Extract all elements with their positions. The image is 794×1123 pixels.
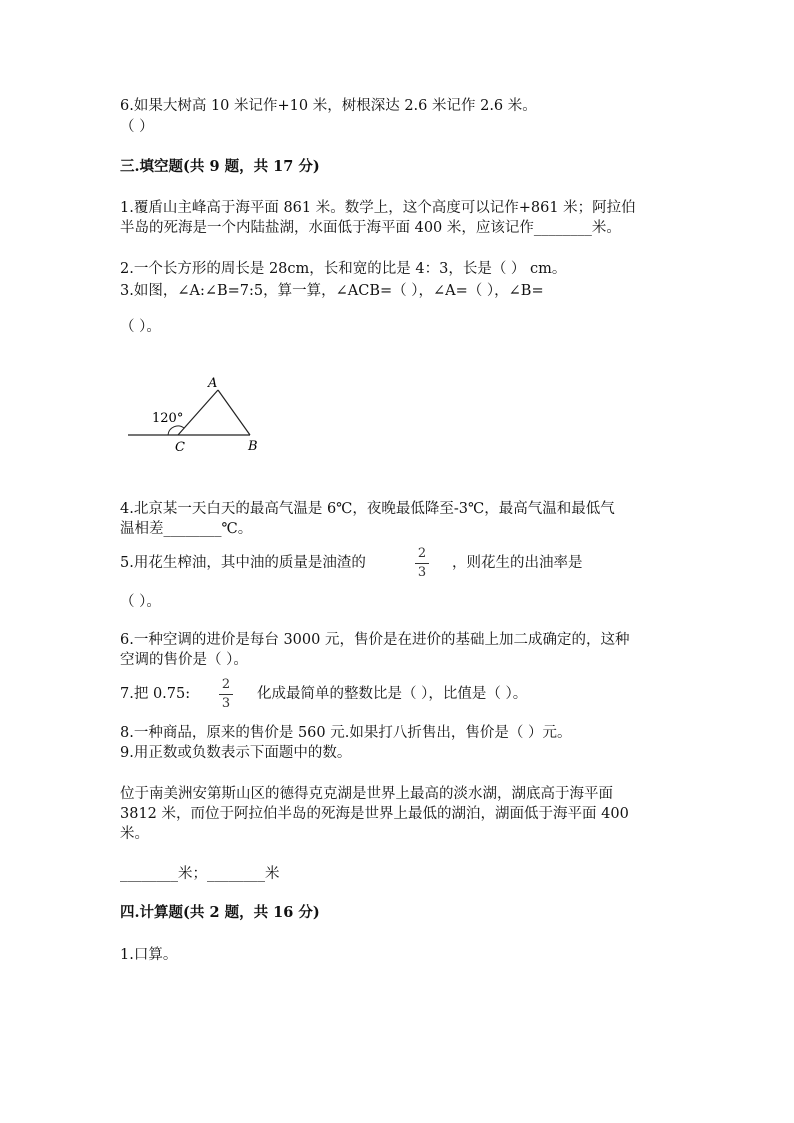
fill-q9-passage-2: 3812 米，而位于阿拉伯半岛的死海是世界上最低的湖泊，湖面低于海平面 400 bbox=[120, 806, 629, 822]
fill-q9-passage-3: 米。 bbox=[120, 826, 149, 842]
tf-question-6-answer: （ ） bbox=[120, 119, 154, 135]
fraction-two-thirds bbox=[219, 678, 233, 711]
fill-q1-line2: 半岛的死海是一个内陆盐湖，水面低于海平面 400 米，应该记作________米。 bbox=[120, 220, 621, 236]
fill-q7-suffix: 化成最简单的整数比是（ ），比值是（ ）。 bbox=[257, 686, 528, 702]
fraction-two-thirds bbox=[415, 547, 429, 580]
angle-label: 120° bbox=[152, 411, 184, 426]
section-4-heading: 四.计算题(共 2 题，共 16 分) bbox=[120, 904, 320, 921]
vertex-label-c: C bbox=[175, 440, 185, 455]
side-ca bbox=[178, 390, 218, 435]
fill-q6-line2: 空调的售价是（ ）。 bbox=[120, 652, 248, 668]
fill-q5-suffix: ，则花生的出油率是 bbox=[452, 555, 583, 571]
fill-q5-prefix: 5.用花生榨油，其中油的质量是油渣的 bbox=[120, 555, 366, 571]
section-3-heading: 三.填空题(共 9 题，共 17 分) bbox=[120, 158, 320, 175]
fill-q9-line1: 9.用正数或负数表示下面题中的数。 bbox=[120, 745, 352, 761]
fraction-numerator: 2 bbox=[221, 677, 231, 692]
side-ab bbox=[218, 390, 250, 435]
fraction-denominator: 3 bbox=[417, 565, 427, 580]
fill-q4-line2: 温相差________℃。 bbox=[120, 521, 253, 537]
triangle-figure bbox=[120, 368, 280, 458]
fill-q9-passage-1: 位于南美洲安第斯山区的德得克克湖是世界上最高的淡水湖，湖底高于海平面 bbox=[120, 786, 613, 802]
fill-q1-line1: 1.覆盾山主峰高于海平面 861 米。数学上，这个高度可以记作+861 米；阿拉伯 bbox=[120, 200, 636, 216]
fill-question-8: 8.一种商品，原来的售价是 560 元.如果打八折售出，售价是（ ）元。 bbox=[120, 725, 572, 741]
fill-q7-prefix: 7.把 0.75: bbox=[120, 686, 191, 702]
fill-q6-line1: 6.一种空调的进价是每台 3000 元，售价是在进价的基础上加二成确定的，这种 bbox=[120, 632, 630, 648]
tf-question-6-text: 6.如果大树高 10 米记作+10 米，树根深达 2.6 米记作 2.6 米。 bbox=[120, 98, 537, 114]
fill-q9-answer: ________米；________米 bbox=[120, 866, 280, 882]
fraction-denominator: 3 bbox=[221, 696, 231, 711]
vertex-label-a: A bbox=[208, 376, 218, 391]
fill-q3-line2: （ ）。 bbox=[120, 319, 161, 335]
vertex-label-b: B bbox=[248, 439, 258, 454]
fill-q3-line1: 3.如图，∠A:∠B=7:5，算一算，∠ACB=（ ），∠A=（ ），∠B= bbox=[120, 283, 544, 299]
fill-q4-line1: 4.北京某一天白天的最高气温是 6℃，夜晚最低降至-3℃，最高气温和最低气 bbox=[120, 501, 615, 517]
fill-question-2: 2.一个长方形的周长是 28cm，长和宽的比是 4：3，长是（ ） cm。 bbox=[120, 261, 567, 277]
fraction-numerator: 2 bbox=[417, 546, 427, 561]
fill-q5-line2: （ ）。 bbox=[120, 594, 161, 610]
calc-question-1: 1.口算。 bbox=[120, 947, 178, 963]
